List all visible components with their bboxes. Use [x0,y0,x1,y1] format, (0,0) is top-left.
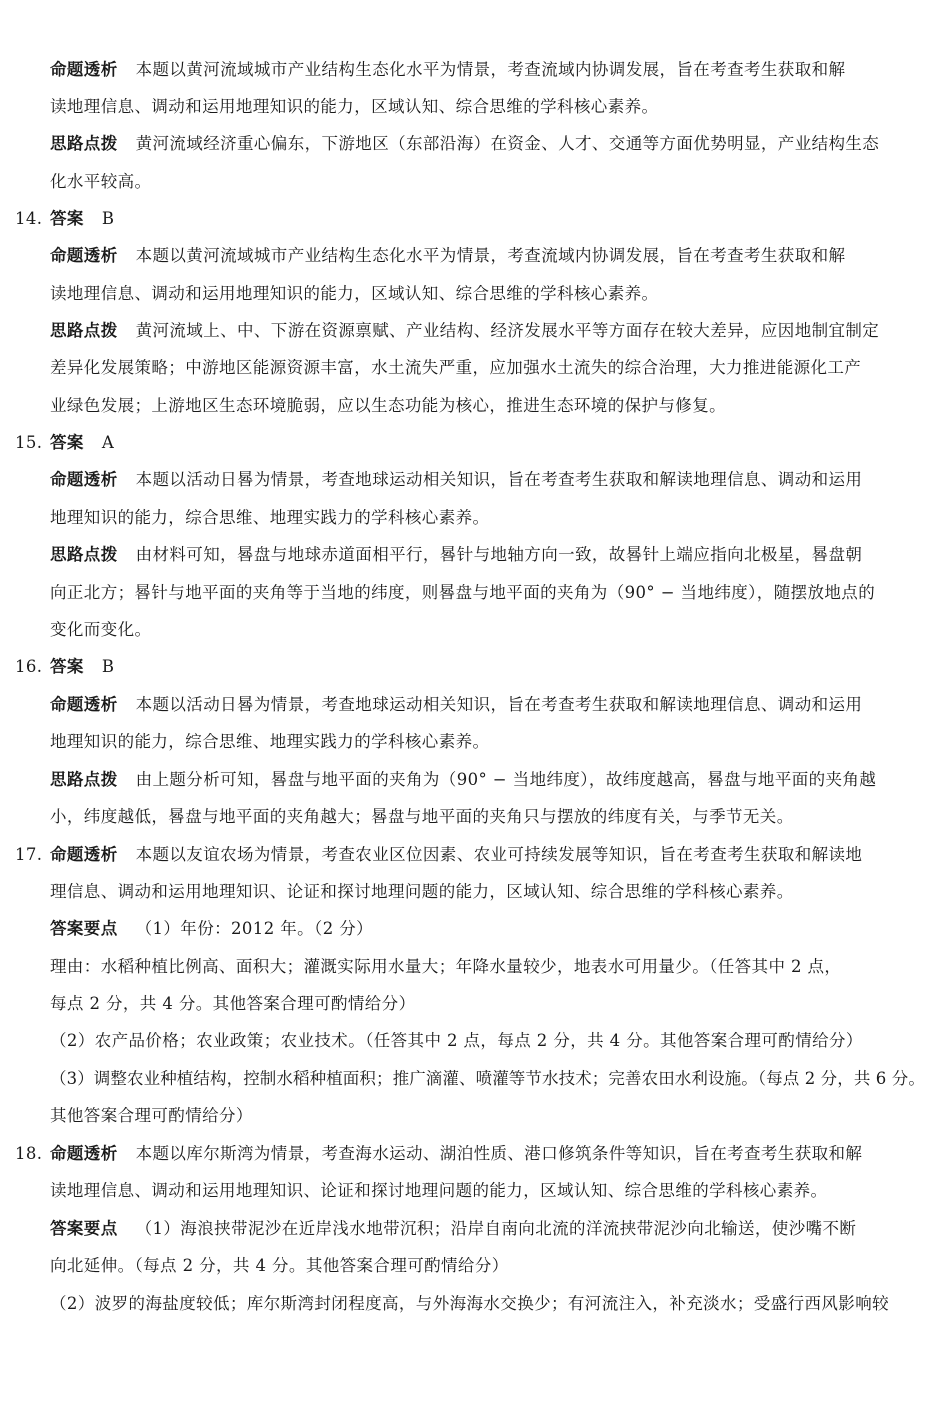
answer-label: 答案 [50,657,84,676]
q17-key-points-line-1 [50,919,373,939]
analysis-text: 本题以活动日晷为情景，考查地球运动相关知识，旨在考查考生获取和解读地理信息、调动和运用 [135,470,863,489]
q16-hint-line-1 [50,770,876,790]
q17-analysis-line-2: 理信息、调动和运用地理知识、论证和探讨地理问题的能力，区域认知、综合思维的学科核心素养。 [50,882,794,901]
analysis-label: 命题透析 [50,60,118,79]
hint-label: 思路点拨 [50,134,118,153]
q17-key-points-line-6: 其他答案合理可酌情给分） [50,1106,253,1125]
q13-hint-line-1 [50,134,879,154]
hint-label: 思路点拨 [50,770,118,789]
question-number: 17. [15,845,43,864]
q15-analysis-line-2: 地理知识的能力，综合思维、地理实践力的学科核心素养。 [50,508,490,527]
key-points-label: 答案要点 [50,1219,118,1238]
question-number: 15. [15,433,43,452]
q14-analysis-line-2: 读地理信息、调动和运用地理知识的能力，区域认知、综合思维的学科核心素养。 [50,284,659,303]
answer-value: B [101,657,115,676]
q16-analysis-line-1 [50,695,862,715]
q18-key-points-line-1 [50,1219,856,1239]
hint-text: 由上题分析可知，晷盘与地平面的夹角为（90° − 当地纬度），故纬度越高，晷盘与地平面的夹角越 [135,770,877,789]
q15-analysis-line-1 [50,470,862,490]
key-points-label: 答案要点 [50,919,118,938]
q15-answer-line [15,433,114,453]
analysis-label: 命题透析 [50,1144,118,1163]
q14-hint-line-2: 差异化发展策略；中游地区能源资源丰富，水土流失严重，应加强水土流失的综合治理，大力推进能源化工产 [50,358,862,377]
q16-answer-line [15,657,114,677]
question-number: 14. [15,209,43,228]
q18-key-points-line-2: 向北延伸。（每点 2 分，共 4 分。其他答案合理可酌情给分） [50,1256,509,1275]
analysis-label: 命题透析 [50,695,118,714]
hint-label: 思路点拨 [50,545,118,564]
q17-key-points-line-4: （2）农产品价格；农业政策；农业技术。（任答其中 2 点，每点 2 分，共 4 分。其他答案合理可酌情给分） [50,1031,863,1050]
q13-analysis-line-1 [50,60,845,80]
analysis-text: 本题以黄河流域城市产业结构生态化水平为情景，考查流域内协调发展，旨在考查考生获取和解 [135,246,846,265]
q13-analysis-line-2: 读地理信息、调动和运用地理知识的能力，区域认知、综合思维的学科核心素养。 [50,97,659,116]
q17-key-points-line-5: （3）调整农业种植结构，控制水稻种植面积；推广滴灌、喷灌等节水技术；完善农田水利设施。（每点 2 分，共 6 分。 [50,1069,925,1088]
q17-key-points-line-2: 理由：水稻种植比例高、面积大；灌溉实际用水量大；年降水量较少，地表水可用量少。（任答其中 2 点， [50,957,842,976]
question-number: 16. [15,657,43,676]
answer-label: 答案 [50,209,84,228]
analysis-text: 本题以友谊农场为情景，考查农业区位因素、农业可持续发展等知识，旨在考查考生获取和解读地 [135,845,863,864]
q14-answer-line [15,209,114,229]
question-number: 18. [15,1144,43,1163]
q13-hint-line-2: 化水平较高。 [50,172,152,191]
q16-analysis-line-2: 地理知识的能力，综合思维、地理实践力的学科核心素养。 [50,732,490,751]
analysis-label: 命题透析 [50,470,118,489]
hint-label: 思路点拨 [50,321,118,340]
analysis-label: 命题透析 [50,845,118,864]
answer-value: B [101,209,115,228]
q17-analysis-line-1 [15,845,862,865]
q17-key-points-line-3: 每点 2 分，共 4 分。其他答案合理可酌情给分） [50,994,416,1013]
q14-hint-line-3: 业绿色发展；上游地区生态环境脆弱，应以生态功能为核心，推进生态环境的保护与修复。 [50,396,726,415]
answer-label: 答案 [50,433,84,452]
analysis-text: 本题以活动日晷为情景，考查地球运动相关知识，旨在考查考生获取和解读地理信息、调动和运用 [135,695,863,714]
q18-analysis-line-2: 读地理信息、调动和运用地理知识、论证和探讨地理问题的能力，区域认知、综合思维的学科核心素养。 [50,1181,828,1200]
q18-analysis-line-1 [15,1144,862,1164]
q15-hint-line-2: 向正北方；晷针与地平面的夹角等于当地的纬度，则晷盘与地平面的夹角为（90° − 当地纬度），随摆放地点的 [50,583,876,602]
analysis-label: 命题透析 [50,246,118,265]
q15-hint-line-1 [50,545,862,565]
answer-value: A [101,433,115,452]
hint-text: 由材料可知，晷盘与地球赤道面相平行，晷针与地轴方向一致，故晷针上端应指向北极星，晷盘朝 [135,545,863,564]
q14-hint-line-1 [50,321,879,341]
key-points-text: （1）年份：2012 年。（2 分） [135,919,374,938]
key-points-text: （1）海浪挟带泥沙在近岸浅水地带沉积；沿岸自南向北流的洋流挟带泥沙向北输送，使沙嘴不断 [135,1219,857,1238]
q18-key-points-line-3: （2）波罗的海盐度较低；库尔斯湾封闭程度高，与外海海水交换少；有河流注入，补充淡水；受盛行西风影响较 [50,1294,889,1313]
hint-text: 黄河流域经济重心偏东，下游地区（东部沿海）在资金、人才、交通等方面优势明显，产业结构生态 [135,134,880,153]
q15-hint-line-3: 变化而变化。 [50,620,152,639]
q14-analysis-line-1 [50,246,845,266]
analysis-text: 本题以黄河流域城市产业结构生态化水平为情景，考查流域内协调发展，旨在考查考生获取和解 [135,60,846,79]
hint-text: 黄河流域上、中、下游在资源禀赋、产业结构、经济发展水平等方面存在较大差异，应因地制宜制定 [135,321,880,340]
q16-hint-line-2: 小，纬度越低，晷盘与地平面的夹角越大；晷盘与地平面的夹角只与摆放的纬度有关，与季节无关。 [50,807,794,826]
analysis-text: 本题以库尔斯湾为情景，考查海水运动、湖泊性质、港口修筑条件等知识，旨在考查考生获取和解 [135,1144,863,1163]
